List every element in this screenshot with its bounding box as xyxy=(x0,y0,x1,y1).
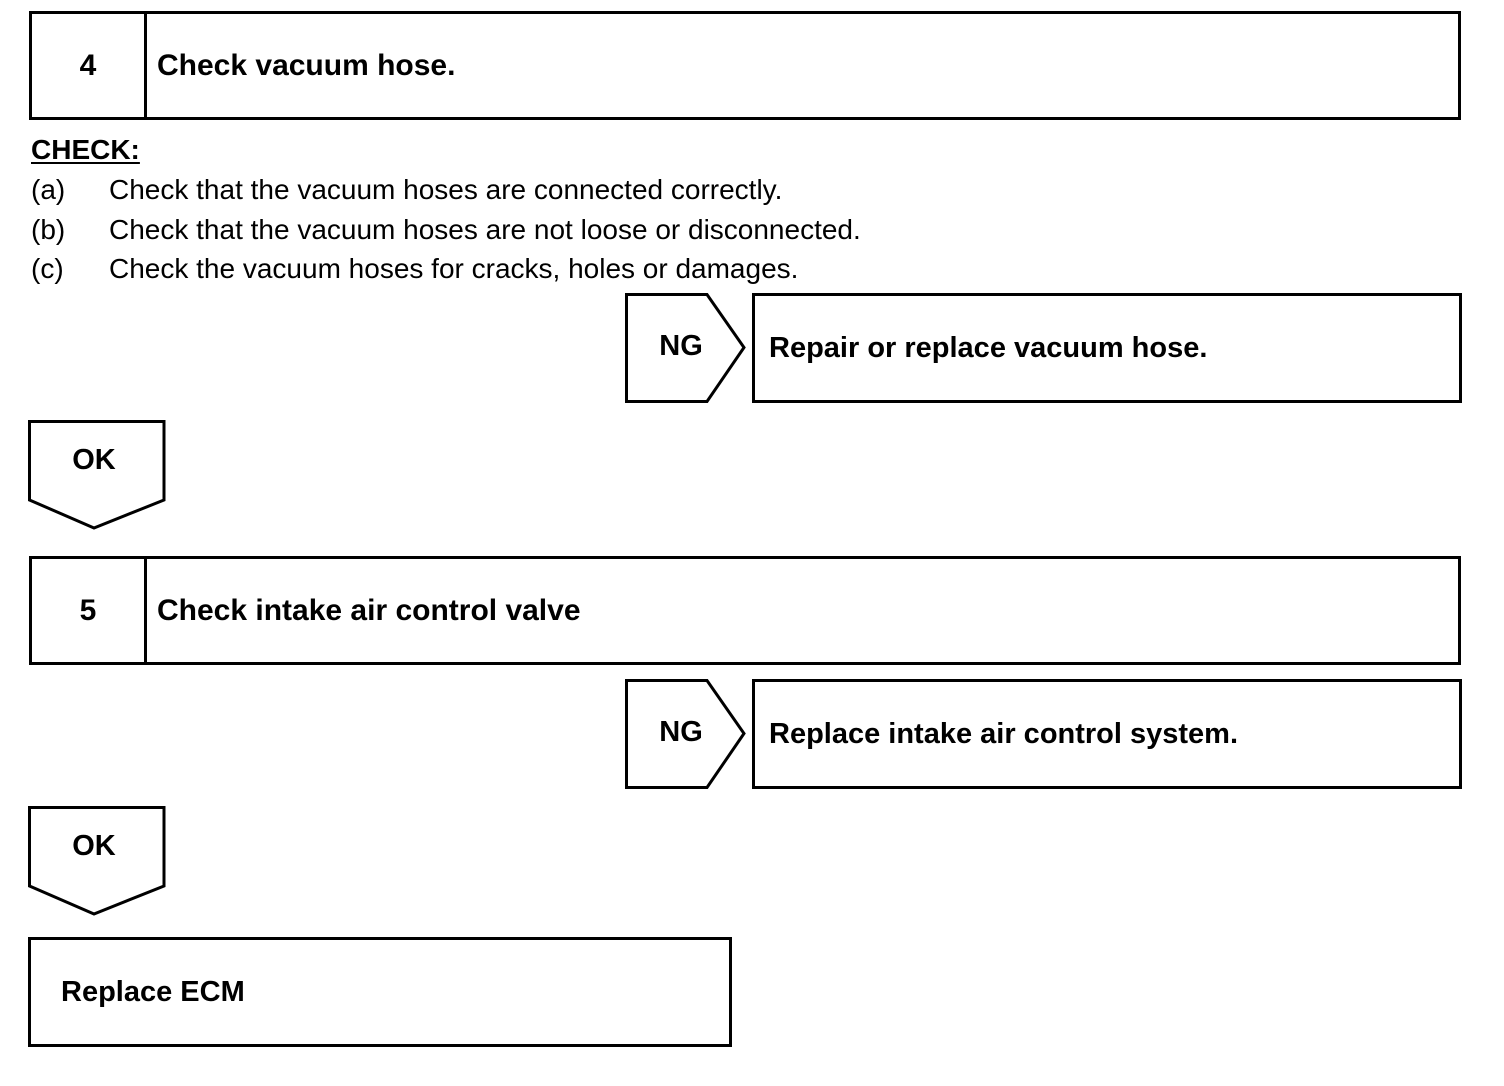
ng-tag-2 xyxy=(625,679,747,789)
final-action-box xyxy=(28,937,732,1047)
check-heading: CHECK: xyxy=(31,134,140,165)
check-item-text: Check that the vacuum hoses are connected correctly. xyxy=(109,174,783,205)
check-item-text: Check that the vacuum hoses are not loose or disconnected. xyxy=(109,214,861,245)
ng-action-box-1 xyxy=(752,293,1462,403)
ok-label-2: OK xyxy=(72,830,116,862)
ok-label-1: OK xyxy=(72,444,116,476)
ok-tag-1 xyxy=(28,420,166,532)
ng-label-1: NG xyxy=(659,330,703,362)
ng-action-text-2: Replace intake air control system. xyxy=(769,717,1239,750)
check-item-marker: (c) xyxy=(31,253,64,284)
ok-tag-2 xyxy=(28,806,166,918)
step-5-number: 5 xyxy=(32,559,147,662)
step-5-title: Check intake air control valve xyxy=(157,593,581,627)
step-4-title: Check vacuum hose. xyxy=(157,48,456,82)
check-item-text: Check the vacuum hoses for cracks, holes or damages. xyxy=(109,253,799,284)
check-item-marker: (b) xyxy=(31,214,66,245)
ng-action-text-1: Repair or replace vacuum hose. xyxy=(769,331,1208,364)
check-item-marker: (a) xyxy=(31,174,66,205)
final-action-text: Replace ECM xyxy=(61,975,245,1008)
step-4-box xyxy=(29,11,1461,120)
ng-label-2: NG xyxy=(659,716,703,748)
ng-action-box-2 xyxy=(752,679,1462,789)
step-5-box xyxy=(29,556,1461,665)
ng-tag-1 xyxy=(625,293,747,403)
step-4-number: 4 xyxy=(32,14,147,117)
